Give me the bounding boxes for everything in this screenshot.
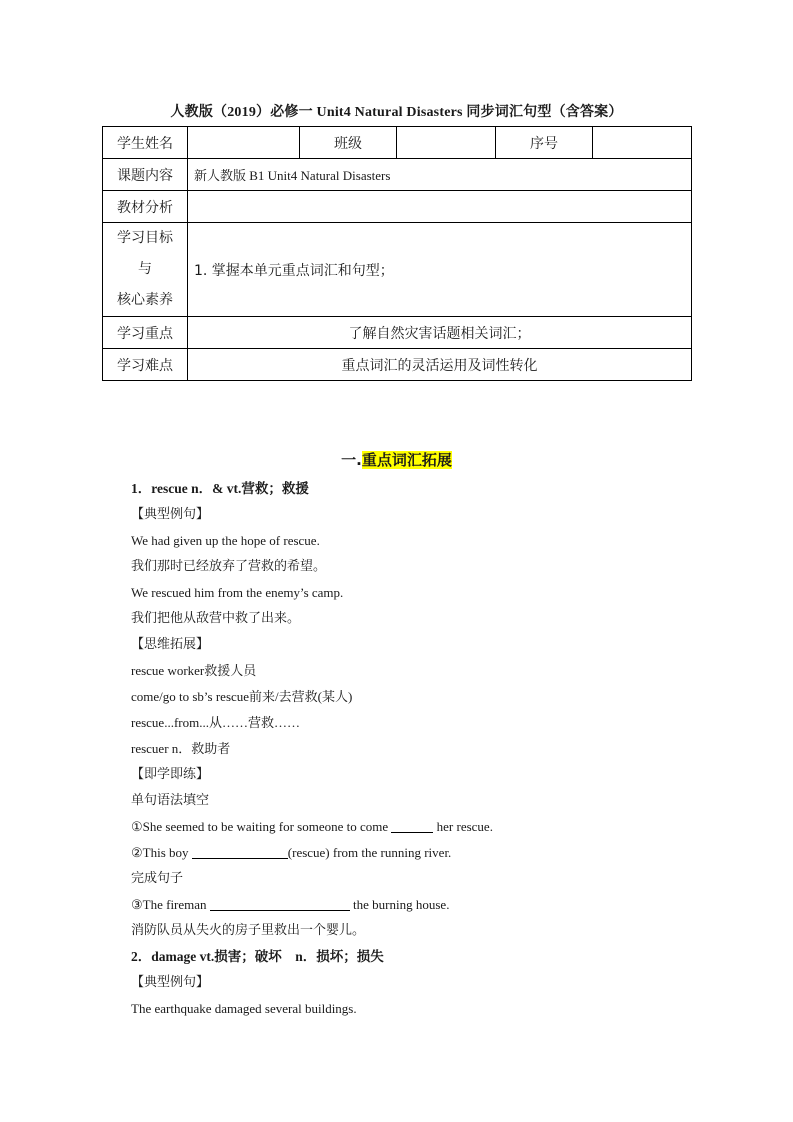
example-sentence-en: We rescued him from the enemy’s camp.: [131, 585, 344, 600]
material-analysis-label: 教材分析: [103, 191, 188, 223]
topic-label: 课题内容: [103, 159, 188, 191]
question-2-text-b: (rescue) from the running river.: [287, 845, 452, 860]
practice-instruction-complete: 完成句子: [131, 871, 184, 886]
word-heading-damage: 2．damage vt.损害；破坏 n．损坏；损失: [131, 949, 384, 964]
question-1: [131, 814, 691, 840]
question-3: [131, 892, 691, 918]
objectives-label-line3: 核心素养: [117, 292, 173, 308]
practice-instruction-fill: 单句语法填空: [131, 793, 210, 808]
key-points-label: 学习重点: [103, 317, 188, 349]
example-sentence-en: The earthquake damaged several buildings.: [131, 1001, 357, 1016]
class-value: [397, 127, 496, 159]
difficulties-value: 重点词汇的灵活运用及词性转化: [188, 349, 692, 381]
section-heading: [0, 449, 793, 470]
question-1-text-a: ①She seemed to be waiting for someone to come: [131, 819, 389, 834]
question-2: [131, 840, 691, 866]
example-sentence-cn: 我们那时已经放弃了营救的希望。: [131, 559, 327, 574]
example-sentence-cn: 我们把他从敌营中救了出来。: [131, 611, 301, 626]
material-analysis-value: [188, 191, 692, 223]
table-row: [103, 349, 692, 381]
examples-tag: 【典型例句】: [131, 507, 210, 522]
objectives-label: [103, 223, 188, 317]
table-row: [103, 317, 692, 349]
table-row: [103, 159, 692, 191]
expansion-item: rescuer n．救助者: [131, 741, 231, 756]
difficulties-label: 学习难点: [103, 349, 188, 381]
student-info-table: [102, 126, 692, 381]
expansion-item: rescue worker救援人员: [131, 663, 257, 678]
section-title-highlighted: 重点词汇拓展: [361, 451, 452, 469]
vocabulary-content: [131, 476, 691, 1022]
question-2-text-a: ②This boy: [131, 845, 189, 860]
example-sentence-en: We had given up the hope of rescue.: [131, 533, 320, 548]
objectives-value: 1. 掌握本单元重点词汇和句型；: [188, 223, 692, 317]
expansion-tag: 【思维拓展】: [131, 637, 210, 652]
table-row: [103, 191, 692, 223]
seq-value: [593, 127, 692, 159]
student-name-label: 学生姓名: [103, 127, 188, 159]
student-name-value: [188, 127, 300, 159]
expansion-item: rescue...from...从……营救……: [131, 715, 300, 730]
document-title: 人教版（2019）必修一 Unit4 Natural Disasters 同步词汇句型（含答案）: [170, 105, 623, 120]
table-row: [103, 223, 692, 317]
answer-blank: [210, 896, 350, 911]
objectives-label-line2: 与: [138, 261, 152, 277]
word-heading-rescue: 1．rescue n．& vt.营救；救援: [131, 481, 309, 496]
examples-tag: 【典型例句】: [131, 975, 210, 990]
class-label: 班级: [300, 127, 397, 159]
objectives-label-line1: 学习目标: [117, 230, 173, 246]
question-3-text-a: ③The fireman: [131, 897, 207, 912]
expansion-item: come/go to sb’s rescue前来/去营救(某人): [131, 689, 353, 704]
question-1-text-b: her rescue.: [436, 819, 493, 834]
answer-blank: [192, 844, 288, 859]
section-number: 一.: [341, 451, 362, 469]
question-3-cn: 消防队员从失火的房子里救出一个婴儿。: [131, 923, 366, 938]
question-3-text-b: the burning house.: [353, 897, 450, 912]
answer-blank: [391, 818, 433, 833]
seq-label: 序号: [496, 127, 593, 159]
key-points-value: 了解自然灾害话题相关词汇；: [188, 317, 692, 349]
table-row: [103, 127, 692, 159]
practice-tag: 【即学即练】: [131, 767, 210, 782]
topic-value: 新人教版 B1 Unit4 Natural Disasters: [188, 159, 692, 191]
